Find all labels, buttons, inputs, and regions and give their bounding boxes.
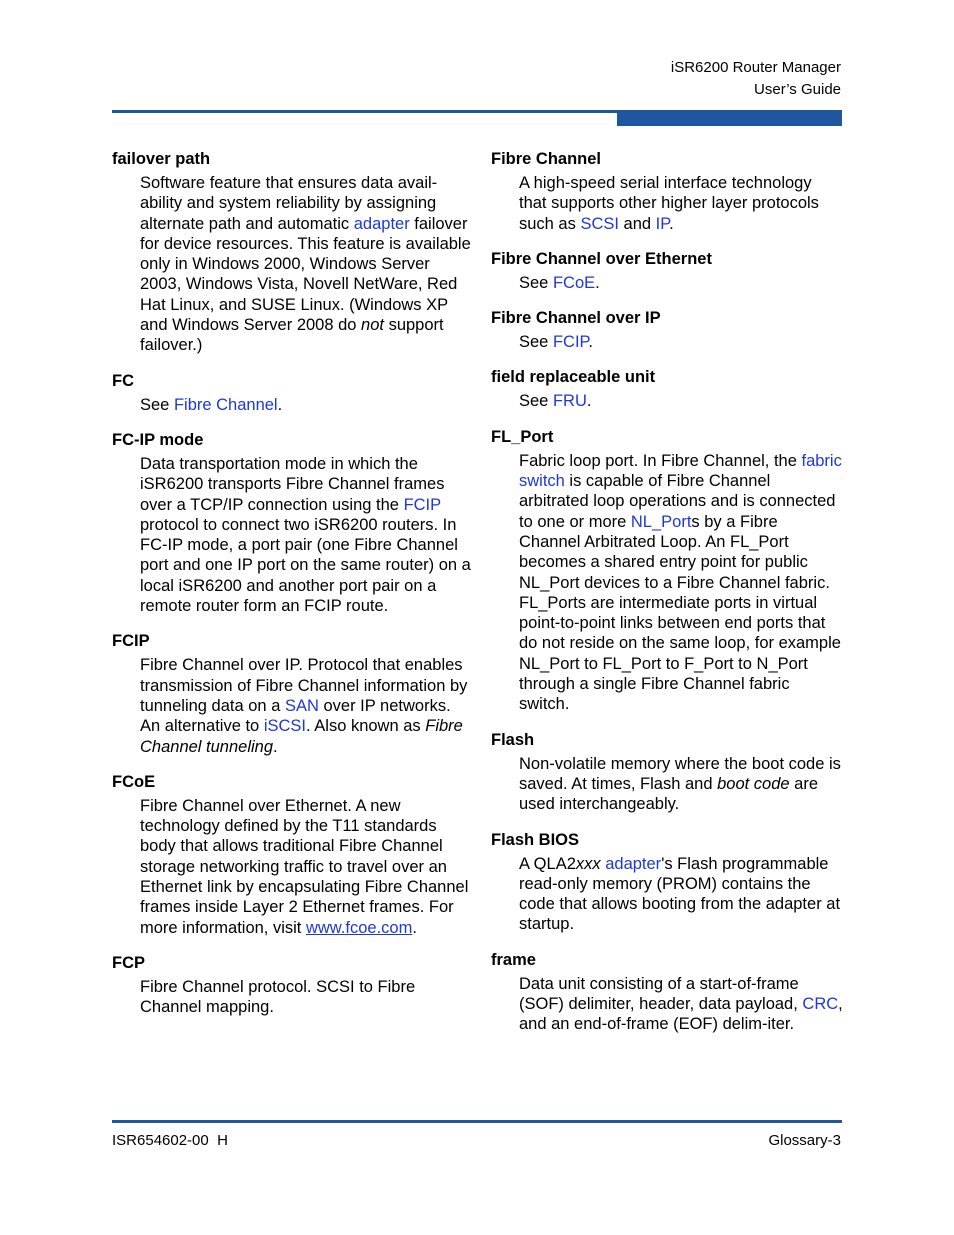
definition: Software feature that ensures data avail-ability and system reliability by assigning alternate path and automatic adapter failover for device resources. This feature is available only in Windows 2000, Windows Server 2003, Windows Vista, Novell NetWare, Red Hat Linux, and SUSE Linux. (Windows XP and Windows Server 2008 do not support failover.) — [140, 174, 471, 355]
link-fabric-switch[interactable]: fabric switch — [519, 451, 842, 491]
glossary-column-right — [491, 149, 843, 1050]
entry-fibre-channel-over-ip — [491, 308, 843, 352]
link-adapter[interactable]: adapter — [353, 214, 410, 233]
term: Flash BIOS — [491, 830, 580, 849]
link-nl-port[interactable]: NL_Port — [630, 512, 692, 531]
definition: Fibre Channel over Ethernet. A new technology defined by the T11 standards body that allows traditional Fibre Channel storage networking traffic to travel over an Ethernet link by encapsulating Fibre Channel frames inside Layer 2 Ethernet frames. For more information, visit www.fcoe.com. — [140, 796, 469, 937]
link-fru[interactable]: FRU — [552, 392, 587, 411]
header-accent-bar — [617, 111, 842, 126]
definition: Non-volatile memory where the boot code is saved. At times, Flash and boot code are used interchangeably. — [519, 754, 841, 814]
term: FCIP — [112, 632, 150, 651]
term: FC-IP mode — [112, 430, 204, 449]
definition: Fibre Channel protocol. SCSI to Fibre Channel mapping. — [140, 977, 416, 1017]
link-adapter[interactable]: adapter — [605, 854, 662, 873]
header-subtitle: User’s Guide — [754, 81, 841, 98]
term: FL_Port — [491, 427, 554, 446]
entry-flash — [491, 730, 843, 815]
link-san[interactable]: SAN — [284, 696, 319, 715]
link-scsi[interactable]: SCSI — [580, 214, 619, 233]
definition: Data unit consisting of a start-of-frame (SOF) delimiter, header, data payload, CRC, and an end-of-frame (EOF) delim-iter. — [519, 974, 843, 1034]
definition: A high-speed serial interface technology that supports other higher layer protocols such as SCSI and IP. — [519, 174, 819, 233]
term: failover path — [112, 150, 211, 168]
term: field replaceable unit — [491, 368, 656, 387]
link-fcoe-website[interactable]: www.fcoe.com — [305, 918, 413, 937]
entry-fc-ip-mode — [112, 430, 472, 616]
entry-flash-bios — [491, 830, 843, 935]
entry-fc — [112, 371, 472, 415]
entry-frame — [491, 950, 843, 1035]
header-title: iSR6200 Router Manager — [670, 59, 841, 76]
link-fcoe[interactable]: FCoE — [552, 273, 596, 292]
footer-doc-number: ISR654602-00 H — [112, 1132, 228, 1149]
entry-fcip — [112, 631, 472, 756]
footer-page-number: Glossary-3 — [768, 1132, 841, 1149]
footer-rule — [112, 1120, 842, 1123]
entry-field-replaceable-unit — [491, 367, 843, 411]
definition: See Fibre Channel. — [140, 395, 283, 414]
glossary-column-left — [112, 149, 472, 1033]
link-crc[interactable]: CRC — [802, 995, 839, 1014]
entry-fcoe — [112, 772, 472, 938]
entry-failover-path — [112, 149, 472, 356]
page-header — [671, 57, 841, 101]
term: Flash — [491, 730, 535, 749]
definition: See FRU. — [519, 392, 592, 411]
entry-fibre-channel — [491, 149, 843, 234]
definition: Fibre Channel over IP. Protocol that enables transmission of Fibre Channel information by tunneling data on a SAN over IP networks. An alternative to iSCSI. Also known as Fibre Channel tunneling. — [140, 656, 468, 756]
entry-fibre-channel-over-ethernet — [491, 249, 843, 293]
link-iscsi[interactable]: iSCSI — [263, 717, 307, 736]
definition: A QLA2xxx adapter's Flash programmable read-only memory (PROM) contains the code that allows booting from the adapter at startup. — [519, 854, 841, 934]
link-fcip[interactable]: FCIP — [552, 333, 589, 352]
definition: Data transportation mode in which the iSR6200 transports Fibre Channel frames over a TCP/IP connection using the FCIP protocol to connect two iSR6200 routers. In FC-IP mode, a port pair (one Fibre Channel port and one IP port on the same router) on a local iSR6200 and another port pair on a remote router form an FCIP route. — [140, 454, 471, 616]
term: FCP — [112, 953, 145, 972]
entry-fcp — [112, 953, 472, 1018]
definition: See FCIP. — [519, 333, 594, 352]
entry-fl-port — [491, 427, 843, 715]
link-ip[interactable]: IP — [655, 214, 670, 233]
term: Fibre Channel over Ethernet — [491, 249, 712, 268]
term: Fibre Channel — [491, 150, 602, 168]
term: frame — [491, 950, 536, 969]
definition: See FCoE. — [519, 273, 600, 292]
link-fcip[interactable]: FCIP — [403, 495, 441, 514]
term: Fibre Channel over IP — [491, 309, 661, 328]
term: FCoE — [112, 772, 156, 791]
link-fibre-channel[interactable]: Fibre Channel — [173, 395, 278, 414]
definition: Fabric loop port. In Fibre Channel, the fabric switch is capable of Fibre Channel arbitrated loop operations and is connected to one or more NL_Ports by a Fibre Channel Arbitrated Loop. An FL_Port becomes a shared entry point for public NL_Port devices to a Fibre Channel fabric. FL_Ports are intermediate ports in virtual point-to-point links between end ports that do not reside on the same loop, for example NL_Port to FL_Port to F_Port to N_Port through a single Fibre Channel fabric switch. — [519, 451, 842, 714]
term: FC — [112, 371, 134, 390]
